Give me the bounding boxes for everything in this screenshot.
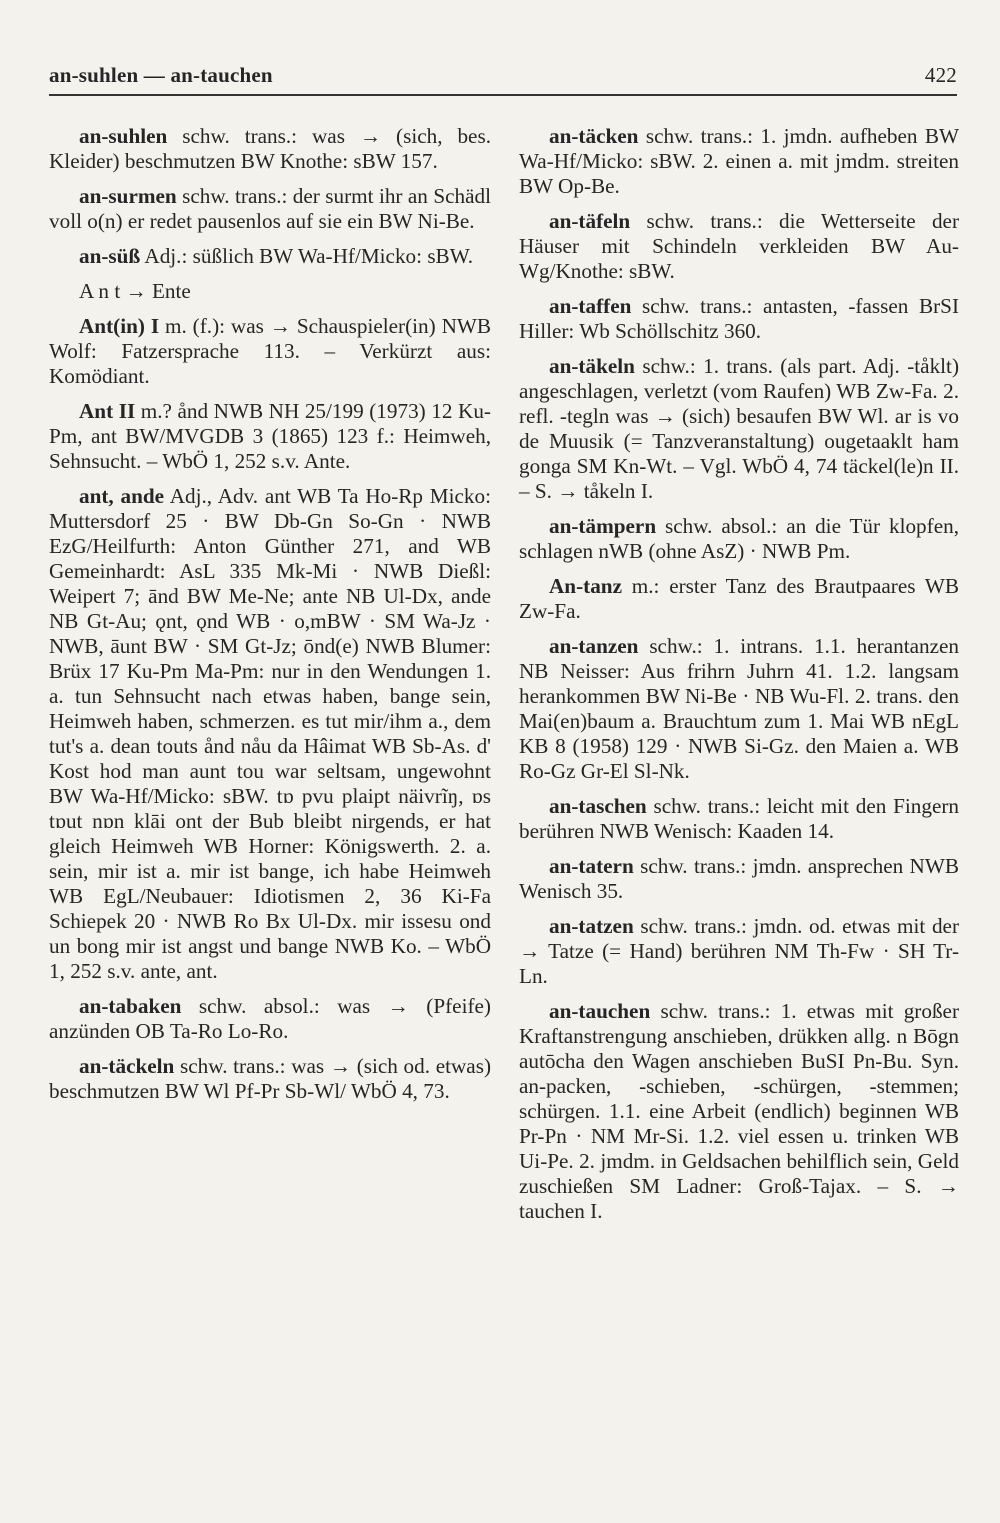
- entry-headword: Ant(in) I: [79, 314, 160, 338]
- entry-headword: ant, ande: [79, 484, 165, 508]
- entry-text: m. (f.): was → Schauspieler(in) NWB Wolf: Fatzersprache 113. – Verkürzt aus: Komödiant.: [49, 314, 492, 388]
- entry-text: schw. trans.: was → (sich, bes. Kleider) beschmutzen BW Knothe: sBW 157.: [49, 124, 492, 173]
- entry-text: A n t → Ente: [79, 279, 191, 303]
- entry-text: schw. trans.: was → (sich od. etwas) beschmutzen BW Wl Pf-Pr Sb-Wl/ WbÖ 4, 73.: [49, 1054, 492, 1103]
- running-head: [49, 58, 957, 96]
- entry-text: schw. trans.: der surmt ihr an Schädl voll o(n) er redet pausenlos auf sie ein BW Ni-Be.: [49, 184, 491, 233]
- dictionary-entry: [519, 999, 959, 1224]
- entry-headword: an-surmen: [79, 184, 177, 208]
- dictionary-entry: [519, 209, 959, 284]
- dictionary-entry: [49, 994, 491, 1044]
- entry-text: Adj.: süßlich BW Wa-Hf/Micko: sBW.: [144, 244, 474, 268]
- cross-reference-entry: [49, 279, 491, 304]
- entry-headword: an-taschen: [549, 794, 647, 818]
- entry-headword: an-taffen: [549, 294, 632, 318]
- entry-text: schw. trans.: 1. jmdn. aufheben BW Wa-Hf/Micko: sBW. 2. einen a. mit jmdm. streiten BW Op-Be.: [519, 124, 960, 198]
- dictionary-entry: [519, 914, 959, 989]
- entry-headword: an-täcken: [549, 124, 639, 148]
- entry-headword: an-tatzen: [549, 914, 634, 938]
- running-head-title: an-suhlen — an-tauchen: [49, 63, 273, 87]
- entry-headword: Ant II: [79, 399, 136, 423]
- dictionary-entry: [49, 1054, 491, 1104]
- dictionary-entry: [519, 294, 959, 344]
- entry-text: schw.: 1. intrans. 1.1. herantanzen NB Neisser: Aus frihrn Juhrn 41. 1.2. langsam herankommen BW Ni-Be · NB Wu-Fl. 2. trans. den Mai(en)baum a. Brauchtum zum 1. Mai WB nEgL KB 8 (1958) 129 · NWB Si-Gz. den Maien a. WB Ro-Gz Gr-El Sl-Nk.: [519, 634, 959, 783]
- entry-headword: an-tabaken: [79, 994, 182, 1018]
- dictionary-entry: [519, 634, 959, 784]
- dictionary-entry: [519, 124, 959, 199]
- entry-text: schw. trans.: 1. etwas mit großer Kraftanstrengung anschieben, drükken allg. n Bōgn autōcha den Wagen anschieben BuSI Pn-Bu. Syn. an-packen, -schieben, -schürgen, -stemmen; schürgen. 1.1. eine Arbeit (endlich) beginnen WB Pr-Pn · NM Mr-Si. 1.2. viel essen u. trinken WB Ui-Pe. 2. jmdm. in Geldsachen behilflich sein, Geld zuschießen SM Ladner: Groß-Tajax. – S. → tauchen I.: [519, 999, 960, 1223]
- dictionary-entry: [49, 484, 491, 984]
- entry-text: schw. trans.: jmdn. od. etwas mit der → Tatze (= Hand) berühren NM Th-Fw · SH Tr-Ln.: [519, 914, 960, 988]
- dictionary-entry: [519, 794, 959, 844]
- entry-headword: an-süß: [79, 244, 141, 268]
- entry-headword: an-tauchen: [549, 999, 651, 1023]
- entry-text: schw. absol.: an die Tür klopfen, schlagen nWB (ohne AsZ) · NWB Pm.: [519, 514, 960, 563]
- entry-text: schw. trans.: antasten, -fassen BrSI Hiller: Wb Schöllschitz 360.: [519, 294, 960, 343]
- entry-headword: An-tanz: [549, 574, 622, 598]
- entry-headword: an-tämpern: [549, 514, 657, 538]
- dictionary-entry: [49, 124, 491, 174]
- entry-headword: an-täckeln: [79, 1054, 175, 1078]
- entry-text: m.: erster Tanz des Brautpaares WB Zw-Fa.: [519, 574, 959, 623]
- entry-headword: an-tanzen: [549, 634, 639, 658]
- entry-headword: an-tatern: [549, 854, 634, 878]
- entry-text: m.? ånd NWB NH 25/199 (1973) 12 Ku-Pm, ant BW/MVGDB 3 (1865) 123 f.: Heimweh, Sehnsucht. – WbÖ 1, 252 s.v. Ante.: [49, 399, 491, 473]
- dictionary-entry: [49, 184, 491, 234]
- dictionary-entry: [519, 574, 959, 624]
- dictionary-entry: [519, 354, 959, 504]
- dictionary-entry: [49, 314, 491, 389]
- right-column: [519, 124, 959, 1234]
- entry-text: Adj., Adv. ant WB Ta Ho-Rp Micko: Muttersdorf 25 · BW Db-Gn So-Gn · NWB EzG/Heilfurth: Anton Günther 271, and WB Gemeinhardt: AsL 335 Mk-Mi · NWB Dießl: Weipert 7; ānd BW Me-Ne; ante NB Ul-Dx, ande NB Gt-Au; ǫnt, ǫnd WB · o,mBW · SM Wa-Jz · NWB, āunt BW · SM Gt-Jz; ōnd(e) NWB Blumer: Brüx 17 Ku-Pm Ma-Pm: nur in den Wendungen 1. a. tun Sehnsucht nach etwas haben, bange sein, Heimweh haben, schmerzen. es tut mir/ihm a., dem tut's a. dean touts ånd nåu da Hâimat WB Sb-As. d' Kost hod man aunt tou war seltsam, ungewohnt BW Wa-Hf/Micko: sBW. tɒ pvu plaipt näivrĩŋ, ɒs tɒut nɒn klāi ont der Bub bleibt nirgends, er hat gleich Heimweh WB Horner: Königswerth. 2. a. sein, mir ist a. mir ist bange, ich habe Heimweh WB EgL/Neubauer: Idiotismen 2, 36 Ki-Fa Schiepek 20 · NWB Ro Bx Ul-Dx. mir issesu ond un bong mir ist angst und bange NWB Ko. – WbÖ 1, 252 s.v. ante, ant.: [49, 484, 491, 983]
- entry-text: schw.: 1. trans. (als part. Adj. -tåklt) angeschlagen, verletzt (vom Raufen) WB Zw-Fa. 2. refl. -tegln was → (sich) besaufen BW Wl. ar is vo de Muusik (= Tanzveranstaltung) ougetaaklt ham gonga SM Kn-Wt. – Vgl. WbÖ 4, 74 täckel(le)n II. – S. → tåkeln I.: [519, 354, 959, 503]
- dictionary-entry: [519, 854, 959, 904]
- left-column: [49, 124, 491, 1114]
- dictionary-entry: [49, 399, 491, 474]
- dictionary-entry: [519, 514, 959, 564]
- entry-text: schw. trans.: leicht mit den Fingern berühren NWB Wenisch: Kaaden 14.: [519, 794, 960, 843]
- entry-text: schw. trans.: jmdn. ansprechen NWB Wenisch 35.: [519, 854, 959, 903]
- entry-headword: an-suhlen: [79, 124, 168, 148]
- entry-headword: an-täfeln: [549, 209, 631, 233]
- entry-text: schw. trans.: die Wetterseite der Häuser mit Schindeln verkleiden BW Au-Wg/Knothe: sBW.: [519, 209, 959, 283]
- entry-text: schw. absol.: was → (Pfeife) anzünden OB Ta-Ro Lo-Ro.: [49, 994, 491, 1043]
- page-number: 422: [924, 63, 957, 87]
- dictionary-entry: [49, 244, 491, 269]
- entry-headword: an-täkeln: [549, 354, 635, 378]
